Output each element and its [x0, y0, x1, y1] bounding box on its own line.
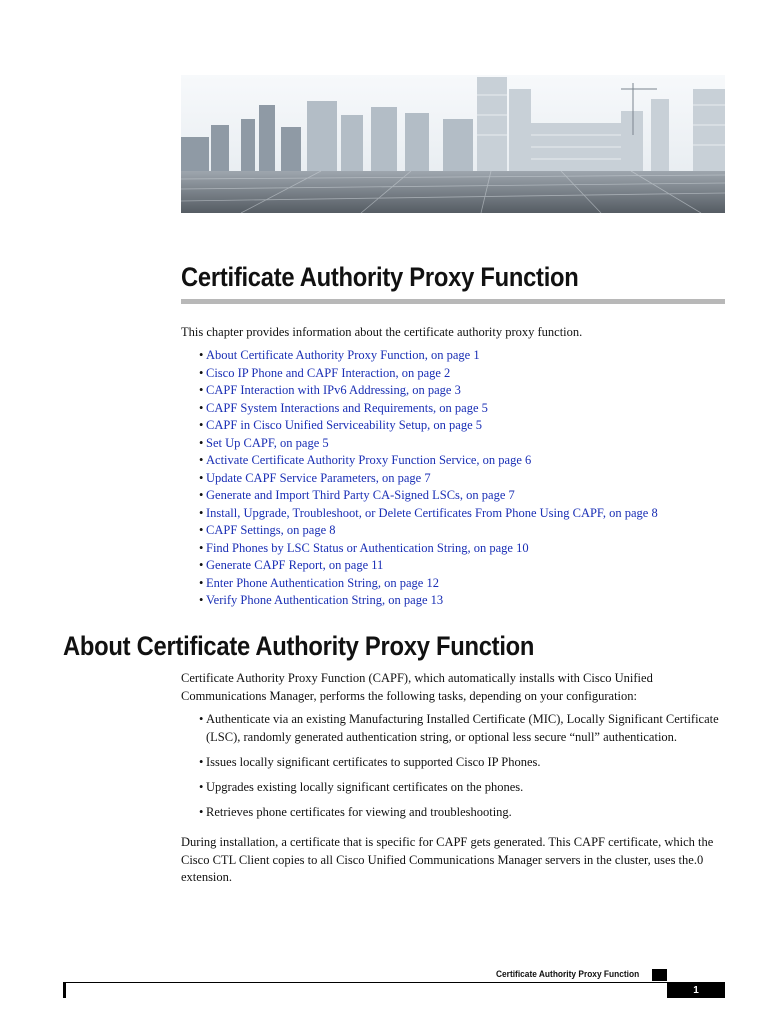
- bullet: •: [199, 558, 204, 572]
- bullet: •: [199, 400, 204, 415]
- bullet: •: [199, 575, 204, 590]
- bullet: •: [199, 754, 204, 769]
- section-paragraph: During installation, a certificate that is specific for CAPF gets generated. This CAPF certificate, which the Cisco CTL Client copies to all Cisco Unified Communications Manager servers in the cluster, uses the.0 extension.: [181, 835, 714, 884]
- bullet: •: [199, 348, 204, 362]
- toc-link[interactable]: Activate Certificate Authority Proxy Function Service, on page 6: [206, 453, 532, 467]
- bullet: •: [199, 779, 204, 794]
- toc-item[interactable]: [199, 383, 658, 401]
- toc-item[interactable]: [199, 366, 658, 384]
- toc-link[interactable]: Verify Phone Authentication String, on page 13: [206, 593, 444, 607]
- bullet: •: [199, 383, 204, 397]
- capf-task-list: [199, 711, 729, 829]
- page-number: [667, 982, 725, 998]
- bullet: •: [199, 453, 204, 467]
- footer-marker: [652, 969, 667, 981]
- bullet: •: [199, 804, 204, 819]
- footer-chapter-title: Certificate Authority Proxy Function: [496, 969, 640, 980]
- toc-item[interactable]: [199, 401, 658, 419]
- toc-item[interactable]: [199, 593, 658, 611]
- skyline-illustration: [181, 75, 725, 213]
- list-item-text: Issues locally significant certificates to supported Cisco IP Phones.: [206, 754, 541, 769]
- bullet: •: [199, 523, 204, 537]
- chapter-intro: This chapter provides information about the certificate authority proxy function.: [181, 325, 583, 339]
- toc-link[interactable]: CAPF Settings, on page 8: [206, 523, 336, 537]
- bullet: •: [199, 418, 204, 432]
- header-skyline-image: [181, 75, 725, 213]
- toc-link[interactable]: CAPF System Interactions and Requirements, on page 5: [206, 400, 488, 415]
- toc-item[interactable]: [199, 418, 658, 436]
- toc-link[interactable]: Enter Phone Authentication String, on page 12: [206, 575, 439, 590]
- list-item: [199, 804, 729, 822]
- section-title: About Certificate Authority Proxy Function: [63, 631, 535, 661]
- bullet: •: [199, 540, 204, 555]
- toc-link[interactable]: About Certificate Authority Proxy Function, on page 1: [206, 348, 480, 362]
- toc-item[interactable]: [199, 488, 658, 506]
- toc-item[interactable]: [199, 436, 658, 454]
- toc-item[interactable]: [199, 348, 658, 366]
- toc-link[interactable]: Set Up CAPF, on page 5: [206, 435, 329, 450]
- bullet: •: [199, 712, 204, 726]
- bullet: •: [199, 435, 204, 450]
- page-number-label: 1: [693, 984, 699, 996]
- toc-item[interactable]: [199, 523, 658, 541]
- toc-link[interactable]: Cisco IP Phone and CAPF Interaction, on page 2: [206, 365, 451, 380]
- toc-item[interactable]: [199, 506, 658, 524]
- footer-divider: [63, 982, 725, 983]
- list-item-text: Authenticate via an existing Manufacturing Installed Certificate (MIC), Locally Significant Certificate (LSC), randomly generated authentication string, or optional less secure “null” authentication.: [206, 712, 719, 744]
- bullet: •: [199, 593, 204, 607]
- section-paragraph: Certificate Authority Proxy Function (CAPF), which automatically installs with Cisco Unified Communications Manager, performs the following tasks, depending on your configuration:: [181, 671, 653, 703]
- toc-link[interactable]: Update CAPF Service Parameters, on page 7: [206, 470, 431, 485]
- toc-item[interactable]: [199, 471, 658, 489]
- toc-link[interactable]: CAPF Interaction with IPv6 Addressing, on page 3: [206, 383, 461, 397]
- list-item-text: Retrieves phone certificates for viewing and troubleshooting.: [206, 804, 512, 819]
- toc-link[interactable]: Install, Upgrade, Troubleshoot, or Delete Certificates From Phone Using CAPF, on page 8: [206, 505, 658, 520]
- toc-item[interactable]: [199, 576, 658, 594]
- toc-item[interactable]: [199, 558, 658, 576]
- toc-link[interactable]: Find Phones by LSC Status or Authentication String, on page 10: [206, 540, 529, 555]
- bullet: •: [199, 470, 204, 485]
- toc-link[interactable]: CAPF in Cisco Unified Serviceability Setup, on page 5: [206, 418, 483, 432]
- footer-tick: [63, 982, 66, 998]
- list-item: [199, 754, 729, 772]
- chapter-title: Certificate Authority Proxy Function: [181, 262, 579, 292]
- toc-link[interactable]: Generate and Import Third Party CA-Signed LSCs, on page 7: [206, 488, 515, 502]
- toc-item[interactable]: [199, 453, 658, 471]
- toc-link[interactable]: Generate CAPF Report, on page 11: [206, 558, 384, 572]
- list-item: [199, 711, 729, 746]
- toc-item[interactable]: [199, 541, 658, 559]
- title-divider: [181, 299, 725, 304]
- list-item-text: Upgrades existing locally significant certificates on the phones.: [206, 779, 524, 794]
- bullet: •: [199, 365, 204, 380]
- list-item: [199, 779, 729, 797]
- bullet: •: [199, 505, 204, 520]
- chapter-toc: [199, 348, 658, 611]
- bullet: •: [199, 488, 204, 502]
